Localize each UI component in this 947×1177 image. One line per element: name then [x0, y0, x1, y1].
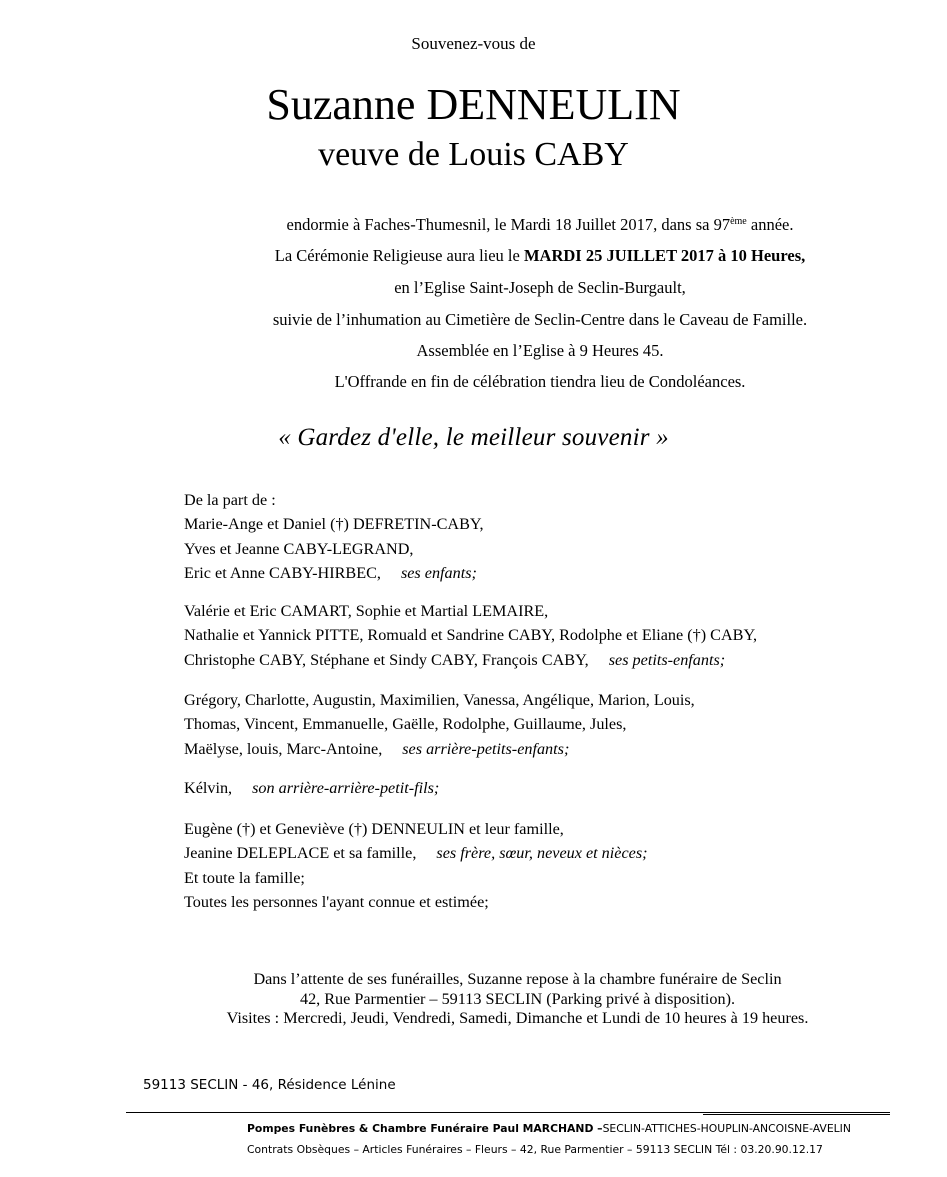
death-details-text: endormie à Faches-Thumesnil, le Mardi 18 Juillet 2017, dans sa 97 [286, 215, 731, 234]
family-great-grandchildren [184, 688, 695, 761]
family-line: Grégory, Charlotte, Augustin, Maximilien, Vanessa, Angélique, Marion, Louis, [184, 691, 695, 709]
family-line: Eugène (†) et Geneviève (†) DENNEULIN et leur famille, [184, 820, 564, 838]
family-line-text: Christophe CABY, Stéphane et Sindy CABY, François CABY, [184, 650, 589, 669]
spouse-line: veuve de Louis CABY [318, 136, 629, 173]
assembly-line: Assemblée en l’Eglise à 9 Heures 45. [416, 341, 664, 360]
family-line [184, 841, 648, 865]
relation-label: son arrière-arrière-petit-fils; [252, 779, 440, 797]
family-line: Valérie et Eric CAMART, Sophie et Martial LEMAIRE, [184, 602, 549, 620]
intro-text: Souvenez-vous de [411, 34, 536, 53]
deceased-name: Suzanne DENNEULIN [266, 80, 681, 129]
ordinal-suffix: ème [730, 216, 747, 227]
family-intro: De la part de : [184, 491, 276, 509]
family-line: Thomas, Vincent, Emmanuelle, Gaëlle, Rodolphe, Guillaume, Jules, [184, 715, 627, 734]
company-services: Contrats Obsèques – Articles Funéraires – Fleurs – 42, Rue Parmentier – 59113 SECLIN Tél : 03.20.90.12.17 [247, 1143, 823, 1156]
family-line [184, 561, 484, 585]
family-grandchildren [184, 599, 757, 672]
ceremony-text: La Cérémonie Religieuse aura lieu le [274, 246, 524, 265]
burial-line: suivie de l’inhumation au Cimetière de Seclin-Centre dans le Caveau de Famille. [272, 310, 808, 329]
family-line-text: Jeanine DELEPLACE et sa famille, [184, 844, 417, 863]
family-great-great-grandchild [184, 776, 439, 800]
death-details-end: année. [746, 215, 794, 234]
relation-label: ses enfants; [400, 563, 477, 582]
family-line [184, 776, 439, 800]
offering-line: L'Offrande en fin de célébration tiendra lieu de Condoléances. [334, 372, 746, 391]
family-line-text: Maëlyse, louis, Marc-Antoine, [184, 739, 383, 758]
notice-line: Dans l’attente de ses funérailles, Suzanne repose à la chambre funéraire de Seclin [253, 970, 782, 988]
relation-label: ses arrière-petits-enfants; [402, 739, 570, 758]
company-locations: SECLIN-ATTICHES-HOUPLIN-ANCOISNE-AVELIN [602, 1122, 851, 1135]
company-name: Pompes Funèbres & Chambre Funéraire Paul MARCHAND – [247, 1122, 603, 1135]
company-line [247, 1122, 851, 1135]
notice-line: 42, Rue Parmentier – 59113 SECLIN (Parking privé à disposition). [299, 989, 736, 1008]
sender-address: 59113 SECLIN - 46, Résidence Lénine [143, 1077, 396, 1093]
family-line-text: Eric et Anne CABY-HIRBEC, [184, 563, 381, 582]
visitation-notice [150, 970, 885, 1029]
family-children [184, 488, 484, 585]
family-siblings [184, 817, 648, 914]
footer-divider-short [703, 1114, 890, 1115]
family-line: Yves et Jeanne CABY-LEGRAND, [184, 539, 414, 558]
memorial-quote: « Gardez d'elle, le meilleur souvenir » [278, 424, 669, 451]
ceremony-line [0, 246, 947, 266]
family-line [184, 737, 695, 761]
family-line: Nathalie et Yannick PITTE, Romuald et Sandrine CABY, Rodolphe et Eliane (†) CABY, [184, 626, 758, 645]
relation-label: ses petits-enfants; [608, 650, 726, 669]
relation-label: ses frère, sœur, neveux et nièces; [436, 844, 648, 863]
notice-line: Visites : Mercredi, Jeudi, Vendredi, Samedi, Dimanche et Lundi de 10 heures à 19 heures. [226, 1009, 809, 1027]
church-line: en l’Eglise Saint-Joseph de Seclin-Burgault, [394, 278, 686, 297]
family-line [184, 648, 757, 672]
death-details [0, 215, 947, 235]
family-line: Toutes les personnes l'ayant connue et estimée; [184, 892, 489, 911]
family-line: Et toute la famille; [184, 868, 305, 887]
footer-divider [126, 1112, 890, 1113]
family-line-text: Kélvin, [184, 779, 233, 797]
ceremony-date: MARDI 25 JUILLET 2017 à 10 Heures, [523, 246, 806, 265]
family-line: Marie-Ange et Daniel (†) DEFRETIN-CABY, [184, 515, 484, 534]
